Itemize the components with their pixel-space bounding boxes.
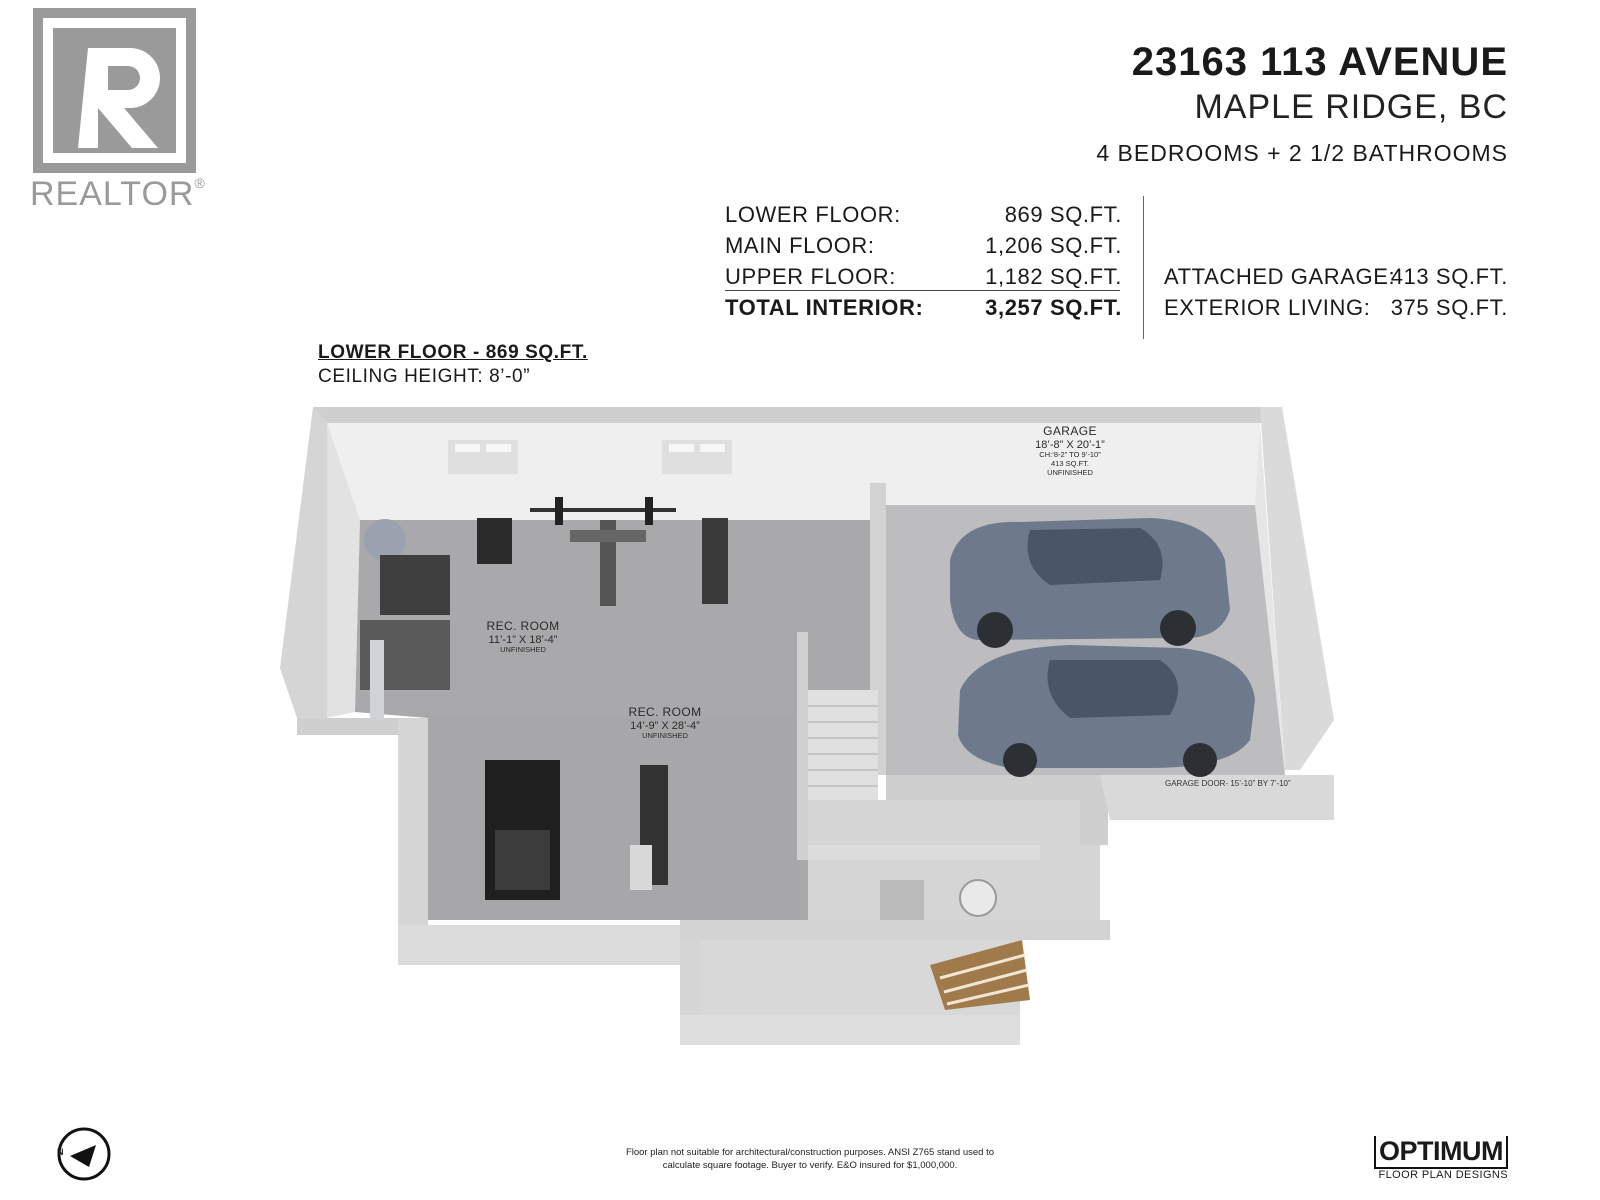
wall-face	[327, 423, 886, 520]
treadmill	[485, 760, 560, 900]
area-value-exterior: 375 SQ.FT.	[1390, 295, 1508, 320]
area-label: MAIN FLOOR:	[725, 233, 875, 258]
optimum-tagline: FLOOR PLAN DESIGNS	[1378, 1169, 1508, 1181]
wall-top	[398, 718, 428, 925]
room-status: UNFINISHED	[500, 645, 546, 655]
optimum-logo: OPTIMUM	[1374, 1136, 1508, 1169]
window	[669, 444, 694, 452]
wall-top	[398, 925, 680, 965]
compass-north-label: N	[57, 1147, 64, 1157]
exercise-bike	[702, 518, 728, 604]
wall-top	[313, 407, 886, 423]
room-dimensions: 11’-1” X 18’-4”	[488, 633, 558, 646]
area-label: LOWER FLOOR:	[725, 202, 901, 227]
rec-room-1-label	[458, 620, 588, 655]
area-label: UPPER FLOOR:	[725, 264, 897, 289]
garage-door-label: GARAGE DOOR- 15’-10” BY 7’-10”	[1165, 779, 1291, 788]
area-label-exterior: EXTERIOR LIVING:	[1164, 295, 1371, 320]
property-city: MAPLE RIDGE, BC	[1194, 88, 1508, 126]
wall-top	[680, 920, 1110, 940]
area-value-garage: 413 SQ.FT.	[1390, 264, 1508, 289]
room-name: REC. ROOM	[486, 619, 560, 633]
disclaimer	[600, 1147, 1020, 1173]
area-value: 1,206 SQ.FT.	[985, 233, 1122, 258]
wall-top	[886, 407, 1282, 423]
room-area: 413 SQ.FT.	[1051, 459, 1089, 469]
rec-room-floor	[428, 718, 800, 920]
ceiling-height: CEILING HEIGHT: 8’-0”	[318, 366, 531, 387]
exercise-ball	[364, 519, 406, 561]
north-compass-icon	[56, 1126, 112, 1182]
disclaimer-line: Floor plan not suitable for architectural/construction purposes. ANSI Z765 stand used to	[625, 1147, 995, 1158]
property-address: 23163 113 AVENUE	[1131, 40, 1508, 84]
disclaimer-line: calculate square footage. Buyer to verify. E&O insured for $1,000,000.	[662, 1159, 958, 1171]
room-dimensions: 14’-9” X 28’-4”	[630, 719, 700, 732]
room-name: REC. ROOM	[628, 705, 702, 719]
sports-car	[958, 645, 1255, 777]
area-value: 1,182 SQ.FT.	[985, 264, 1122, 289]
area-label-garage: ATTACHED GARAGE:	[1164, 264, 1396, 289]
realtor-wordmark: REALTOR®	[30, 175, 206, 213]
gym-machine	[477, 518, 512, 564]
garage-label	[1000, 425, 1140, 477]
window	[455, 444, 480, 452]
wall-top	[680, 1015, 1020, 1045]
room-name: GARAGE	[1043, 424, 1097, 438]
area-label: TOTAL INTERIOR:	[725, 295, 924, 320]
area-value: 3,257 SQ.FT.	[985, 295, 1122, 320]
floor-title: LOWER FLOOR - 869 SQ.FT.	[318, 342, 588, 363]
wall-top	[808, 845, 1040, 860]
room-ceiling: CH:‘8-2” TO 9’-10”	[1039, 450, 1101, 460]
wall-top	[797, 632, 808, 860]
utility-floor	[808, 800, 1100, 935]
rec-room-2-label	[600, 706, 730, 741]
bed-bath-summary: 4 BEDROOMS + 2 1/2 BATHROOMS	[1096, 140, 1508, 166]
wall-top	[280, 407, 327, 718]
room-dimensions: 18’-8” X 20’-1”	[1035, 438, 1105, 451]
suv-car	[950, 518, 1230, 648]
room-status: UNFINISHED	[642, 731, 688, 741]
area-value: 869 SQ.FT.	[1004, 202, 1122, 227]
water-heater	[960, 880, 996, 916]
room-status: UNFINISHED	[1047, 467, 1093, 477]
